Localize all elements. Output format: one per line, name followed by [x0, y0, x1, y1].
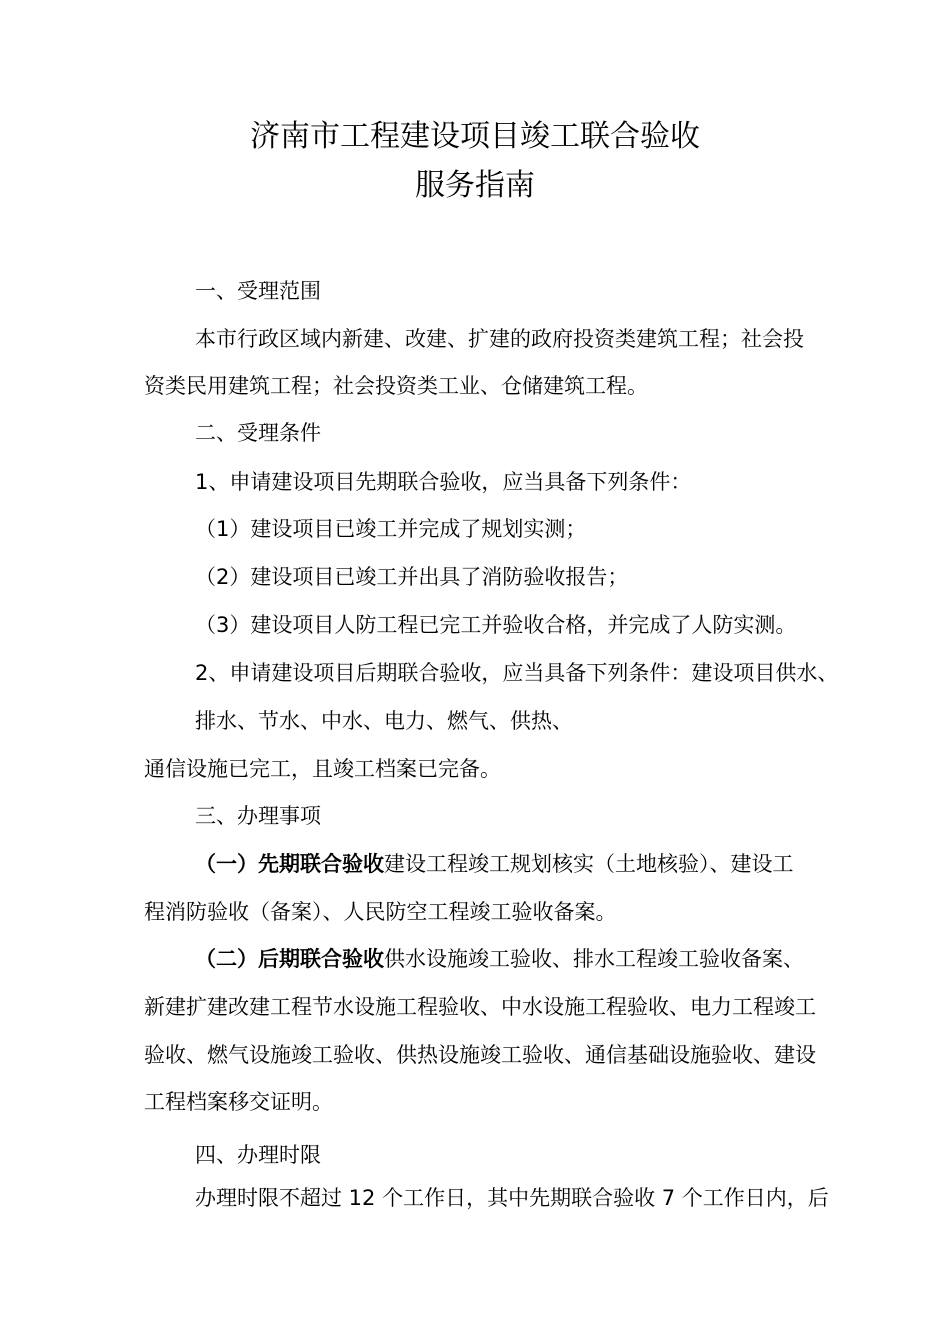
conditions-item1-sub1: （1）建设项目已竣工并完成了规划实测；: [195, 517, 587, 541]
scope-text-line2: 资类民用建筑工程；社会投资类工业、仓储建筑工程。: [144, 374, 648, 398]
section-heading-conditions: 二、受理条件: [195, 421, 321, 445]
matters-late-line4: 工程档案移交证明。: [144, 1090, 333, 1114]
conditions-item1: 1、申请建设项目先期联合验收，应当具备下列条件：: [195, 470, 692, 494]
matters-early-text: 建设工程竣工规划核实（土地核验）、建设工: [384, 852, 794, 876]
matters-late-line2: 新建扩建改建工程节水设施工程验收、中水设施工程验收、电力工程竣工: [144, 995, 816, 1019]
conditions-item2-line2: 排水、节水、中水、电力、燃气、供热、: [195, 709, 573, 733]
matters-early-line2: 程消防验收（备案）、人民防空工程竣工验收备案。: [144, 900, 617, 924]
matters-early-line1: [195, 849, 794, 879]
matters-late-line3: 验收、燃气设施竣工验收、供热设施竣工验收、通信基础设施验收、建设: [144, 1043, 816, 1067]
conditions-item1-sub3: （3）建设项目人防工程已完工并验收合格，并完成了人防实测。: [195, 613, 797, 637]
conditions-item2-line1: 2、申请建设项目后期联合验收，应当具备下列条件：建设项目供水、: [195, 661, 839, 685]
section-heading-time-limit: 四、办理时限: [195, 1143, 321, 1167]
document-title-line2: 服务指南: [415, 168, 535, 203]
scope-text-line1: 本市行政区域内新建、改建、扩建的政府投资类建筑工程；社会投: [195, 327, 804, 351]
conditions-item1-sub2: （2）建设项目已竣工并出具了消防验收报告；: [195, 565, 629, 589]
document-title-line1: 济南市工程建设项目竣工联合验收: [250, 119, 700, 154]
matters-late-text: 供水设施竣工验收、排水工程竣工验收备案、: [384, 947, 804, 971]
time-limit-text-line1: 办理时限不超过 12 个工作日，其中先期联合验收 7 个工作日内，后: [195, 1186, 829, 1210]
matters-early-label: （一）先期联合验收: [195, 852, 384, 876]
section-heading-matters: 三、办理事项: [195, 804, 321, 828]
matters-late-label: （二）后期联合验收: [195, 947, 384, 971]
section-heading-scope: 一、受理范围: [195, 279, 321, 303]
matters-late-line1: [195, 944, 804, 974]
conditions-item2-line3: 通信设施已完工，且竣工档案已完备。: [144, 757, 501, 781]
